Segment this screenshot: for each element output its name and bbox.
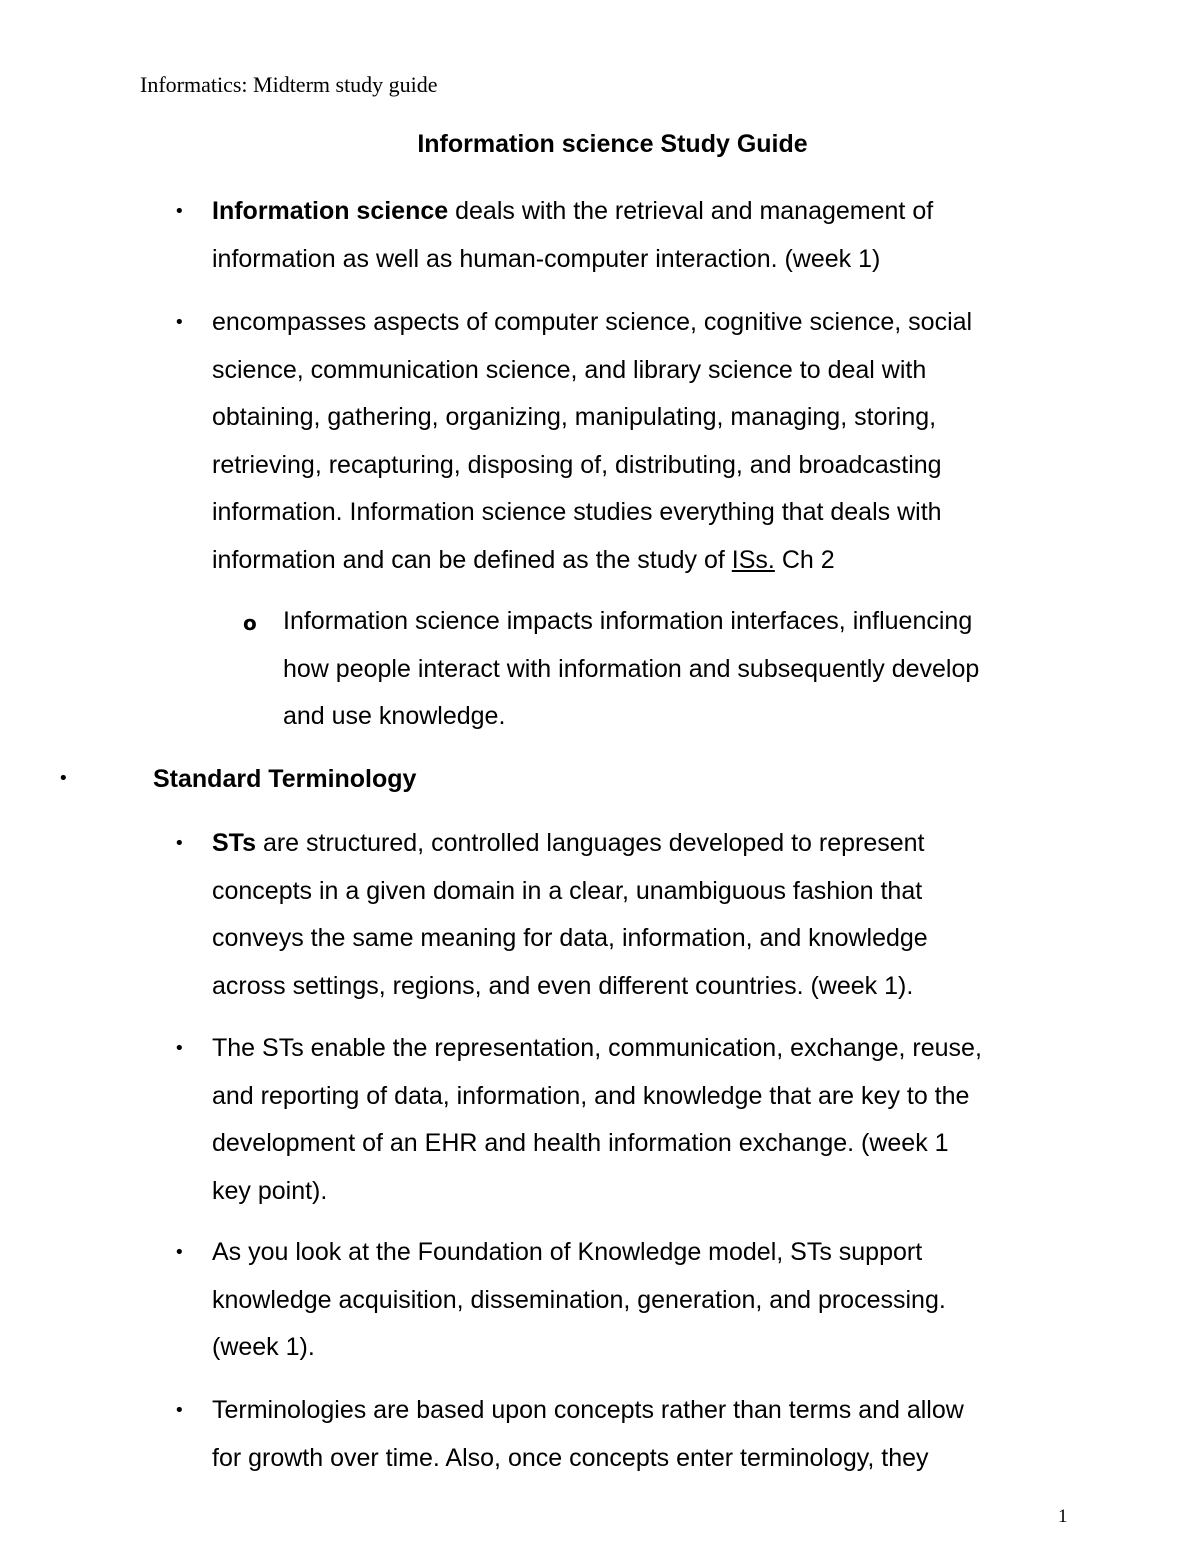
bullet-marker: • xyxy=(174,1400,185,1421)
bullet-foundation-of-knowledge: • As you look at the Foundation of Knowledge model, STs support knowledge acquisition, dissemination, generation, and processing. (week 1). xyxy=(212,1229,1092,1372)
bullet-marker: • xyxy=(174,201,185,222)
section-heading-standard-terminology: Standard Terminology xyxy=(153,765,417,793)
sub-bullet-interfaces: o Information science impacts information interfaces, influencing how people interact with information and subsequently develop and use knowledge. xyxy=(283,598,1083,741)
bullet-terminologies-concepts: • Terminologies are based upon concepts rather than terms and allow for growth over time. Also, once concepts enter terminology, they xyxy=(212,1387,1092,1482)
bullet-marker: • xyxy=(174,1242,185,1263)
bullet-information-science: • Information science deals with the retrieval and management of information as well as human-computer interaction. (week 1) xyxy=(212,188,1092,283)
bullet-encompasses: • encompasses aspects of computer science, cognitive science, social science, communication science, and library science to deal with obtaining, gathering, organizing, manipulating, managing, storing, retrieving, recapturing, disposing of, distributing, and broadcasting information. Information science studies everything that deals with information and can be defined as the study of ISs. Ch 2 xyxy=(212,299,1092,584)
running-header: Informatics: Midterm study guide xyxy=(140,72,438,97)
iss-link[interactable]: ISs. xyxy=(731,545,775,574)
document-title: Information science Study Guide xyxy=(417,130,808,158)
page-number: 1 xyxy=(1058,1506,1068,1527)
section-bullet-marker: • xyxy=(58,768,69,789)
bullet-sts-definition: • STs are structured, controlled languages developed to represent concepts in a given domain in a clear, unambiguous fashion that conveys the same meaning for data, information, and knowledge across settings, regions, and even different countries. (week 1). xyxy=(212,820,1092,1010)
bullet-sts-enable: • The STs enable the representation, communication, exchange, reuse, and reporting of data, information, and knowledge that are key to the development of an EHR and health information exchange. (week 1 key point). xyxy=(212,1025,1092,1215)
term-sts: STs xyxy=(212,829,256,857)
sub-bullet-marker: o xyxy=(243,611,257,635)
term-information-science: Information science xyxy=(212,197,449,225)
bullet-marker: • xyxy=(174,833,185,854)
bullet-marker: • xyxy=(174,1038,185,1059)
bullet-marker: • xyxy=(174,312,185,333)
